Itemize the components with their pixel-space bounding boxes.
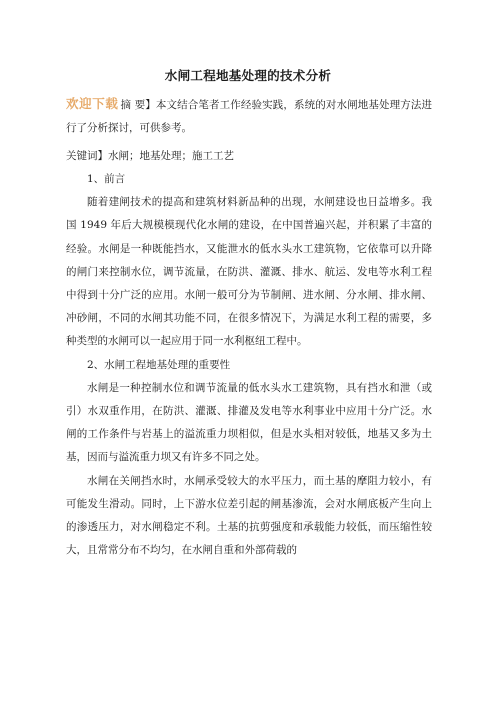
body-paragraph: 水闸是一种控制水位和调节流量的低水头水工建筑物，具有挡水和泄（或引）水双重作用，在防洪、灌溉、排灌及发电等水利事业中应用十分广泛。水闸的工作条件与岩基上的溢流重力坝相似，但是水头相对较低，地基又多为土基，因而与溢流重力坝又有许多不同之处。 [66,381,432,464]
body-paragraph: 随着建闸技术的提高和建筑材料新品种的出现，水闸建设也日益增多。我国 1949 年后大规模模现代化水闸的建设，在中国普遍兴起，并积累了丰富的经验。水闸是一种既能挡水，又能泄水的低水头水工建筑物，它依靠可以升降的闸门来控制水位，调节流量，在防洪、灌溉、排水、航运、发电等水利工程中得到十分广泛的应用。水闸一般可分为节制闸、进水闸、分水闸、排水闸、冲砂闸，不同的水闸其功能不同，在很多情况下，为满足水利工程的需要，多种类型的水闸可以一起应用于同一水利枢纽工程中。 [66,196,432,348]
keywords-line: 关键词】水闸；地基处理；施工工艺 [66,150,234,162]
welcome-download-stamp: 欢迎下载 [66,96,119,111]
section-heading-importance: 2、水闸工程地基处理的重要性 [87,358,231,371]
section-heading-intro: 1、前言 [87,173,126,185]
abstract-text: 摘 要】本文结合笔者工作经验实践，系统的对水闸地基处理方法进行了分析探讨，可供参考。 [66,99,432,135]
body-paragraph: 水闸在关闸挡水时，水闸承受较大的水平压力，而土基的摩阻力较小，有可能发生滑动。同时，上下游水位差引起的闸基渗流，会对水闸底板产生向上的渗透压力，对水闸稳定不利。土基的抗剪强度和承载能力较低，而压缩性较大，且常常分布不均匀，在水闸自重和外部荷载的 [66,474,432,557]
body-content [66,168,432,562]
abstract-paragraph [66,92,432,140]
document-title: 水闸工程地基处理的技术分析 [164,68,332,83]
